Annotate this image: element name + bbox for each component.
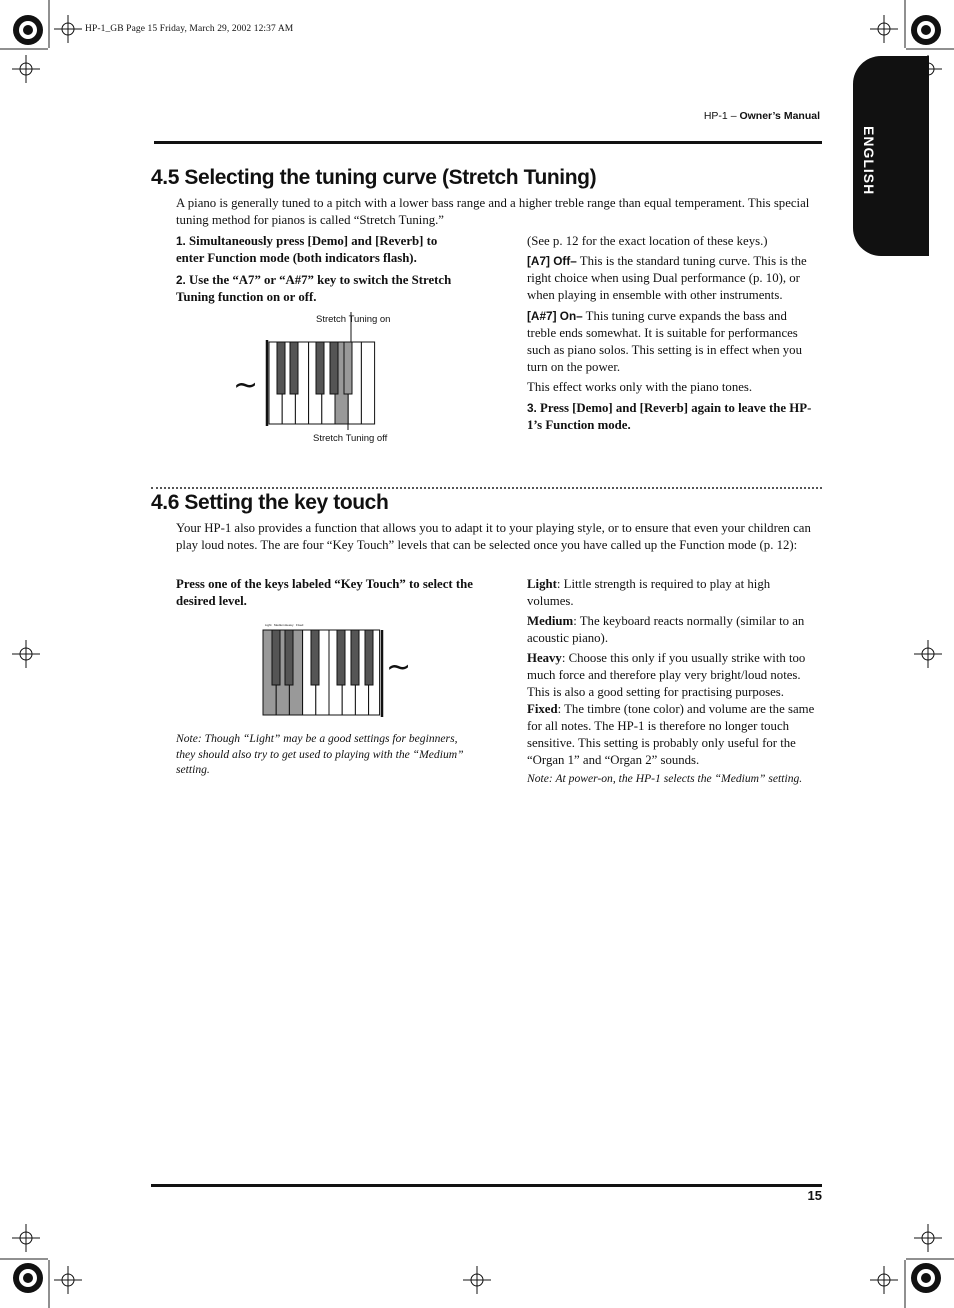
step-2-number: 2. [176, 273, 186, 287]
crosshair-icon [870, 15, 898, 43]
keyboard-break-tilde: ~ [233, 368, 259, 403]
running-head-title: Owner’s Manual [739, 110, 820, 122]
crosshair-icon [914, 640, 942, 668]
registration-target-icon [910, 1262, 942, 1294]
print-slug: HP-1_GB Page 15 Friday, March 29, 2002 12:37 AM [85, 24, 294, 34]
registration-target-icon [12, 1262, 44, 1294]
step-1-number: 1. [176, 234, 186, 248]
stretch-intro: A piano is generally tuned to a pitch with a lower bass range and a higher treble range than equal temperament. This special tuning method for pianos is called “Stretch Tuning.” [176, 196, 810, 227]
light-term: Light [527, 577, 557, 591]
running-head-model: HP-1 [703, 110, 728, 122]
stretch-off-label: Stretch Tuning off [313, 433, 388, 444]
step-1 [176, 233, 466, 267]
a7s-on-description [527, 308, 819, 376]
key-touch-label-medium: Medium [274, 623, 285, 627]
light-setting-note: Note: Though “Light” may be a good settings for beginners, they should also try to get used to playing with the “Medium” setting. [176, 732, 464, 776]
a7-off-term: [A7] Off– [527, 254, 577, 268]
step-3-text: Press [Demo] and [Reverb] again to leave the HP-1’s Function mode. [527, 401, 812, 432]
section-title-key-touch: 4.6 Setting the key touch [151, 491, 389, 514]
a7-off-description [527, 253, 819, 304]
crosshair-icon [870, 1266, 898, 1294]
a7s-on-text: This tuning curve expands the bass and treble ends somewhat. It is suitable for performances such as piano solos. This setting is in effect when you turn on the power. [527, 309, 802, 374]
light-description [527, 576, 819, 610]
fixed-text: : The timbre (tone color) and volume are the same for all notes. The HP-1 is therefore no longer touch sensitive. This setting is probably only useful for the “Organ 1” and “Organ 2” sounds. [527, 702, 815, 767]
step-1-text: Simultaneously press [Demo] and [Reverb] to enter Function mode (both indicators flash). [176, 234, 438, 265]
section-title-stretch-tuning: 4.5 Selecting the tuning curve (Stretch Tuning) [151, 166, 597, 189]
light-text: : Little strength is required to play at high volumes. [527, 577, 771, 608]
piano-tones-note: This effect works only with the piano tones. [527, 380, 753, 394]
fixed-description [527, 701, 819, 769]
crosshair-icon [12, 55, 40, 83]
fixed-term: Fixed [527, 702, 558, 716]
section-divider [151, 487, 822, 489]
step-2 [176, 272, 466, 306]
keyboard-break-tilde: ~ [386, 650, 412, 685]
crosshair-icon [12, 1224, 40, 1252]
bottom-rule [151, 1184, 822, 1187]
key-touch-label-heavy: Heavy [285, 623, 294, 627]
stretch-tuning-keyboard-diagram [262, 304, 380, 430]
stretch-on-label: Stretch Tuning on [316, 314, 391, 325]
see-keys-note: (See p. 12 for the exact location of these keys.) [527, 234, 768, 248]
heavy-text: : Choose this only if you usually strike with too much force and therefore play very bright/loud notes. This is also a good setting for practising purposes. [527, 651, 806, 699]
registration-target-icon [910, 14, 942, 46]
medium-text: : The keyboard reacts normally (similar to an acoustic piano). [527, 614, 805, 645]
a7s-on-term: [A#7] On– [527, 309, 583, 323]
medium-term: Medium [527, 614, 574, 628]
key-touch-intro: Your HP-1 also provides a function that allows you to adapt it to your playing style, or to ensure that even your children can play loud notes. The are four “Key Touch” levels that can be selected once you have called up the Function mode (p. 12): [176, 521, 811, 552]
key-touch-label-light: Light [265, 623, 272, 627]
key-touch-keyboard-diagram [260, 620, 386, 720]
crosshair-icon [54, 1266, 82, 1294]
crosshair-icon [914, 1224, 942, 1252]
running-head [704, 110, 820, 122]
language-tab [853, 56, 929, 256]
running-head-sep: – [727, 110, 740, 122]
page-number: 15 [807, 1188, 822, 1203]
a7-off-text: This is the standard tuning curve. This is the right choice when using Dual performance (p. 10), or when playing in ensemble with other instruments. [527, 254, 807, 302]
step-3-number: 3. [527, 401, 537, 415]
crosshair-icon [12, 640, 40, 668]
power-on-note: Note: At power-on, the HP-1 selects the “Medium” setting. [527, 772, 803, 785]
step-3 [527, 400, 819, 434]
heavy-term: Heavy [527, 651, 562, 665]
step-2-text: Use the “A7” or “A#7” key to switch the Stretch Tuning function on or off. [176, 273, 452, 304]
medium-description [527, 613, 819, 647]
registration-target-icon [12, 14, 44, 46]
key-touch-label-fixed: Fixed [296, 623, 304, 627]
top-rule [154, 141, 822, 144]
language-tab-label: ENGLISH [861, 126, 877, 196]
crosshair-icon [463, 1266, 491, 1294]
heavy-description [527, 650, 819, 701]
crosshair-icon [54, 15, 82, 43]
key-touch-instruction: Press one of the keys labeled “Key Touch” to select the desired level. [176, 577, 473, 608]
